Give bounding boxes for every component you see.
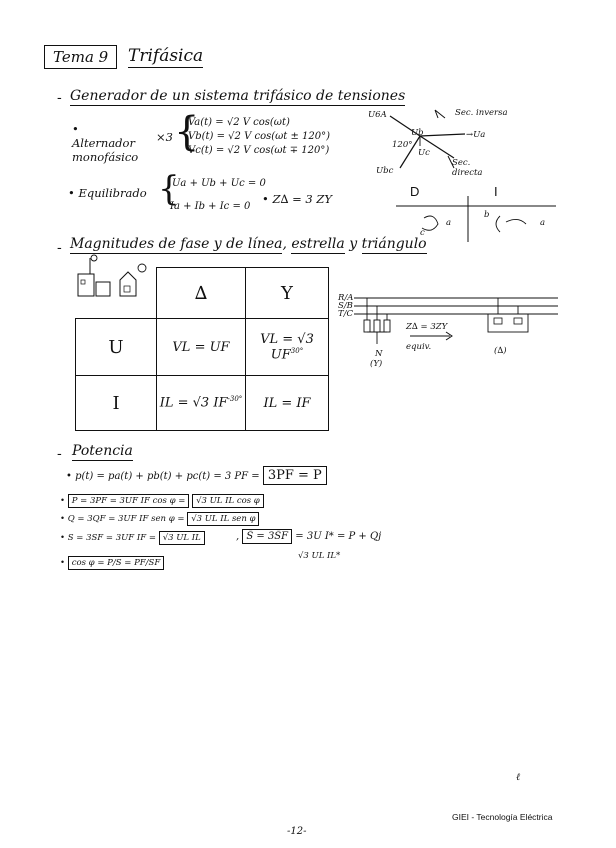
phasor-ubc: Ubc [376, 166, 394, 176]
brace-equil: { [158, 169, 180, 209]
potencia-cos-boxed: cos φ = P/S = PF/SF [68, 556, 165, 570]
generator-title: Generador de un sistema trifásico de tensiones [70, 88, 406, 104]
line-label-s: S/B [338, 301, 353, 311]
row-i-label-text: I [112, 392, 120, 414]
brace-left: { [174, 109, 200, 155]
di-a-left: a [446, 218, 452, 228]
course-footer: GIEI - Tecnología Eléctrica [452, 812, 553, 822]
header-y-text: Y [281, 282, 293, 304]
header-y [246, 268, 329, 319]
line-label-t: T/C [338, 309, 354, 319]
potencia-p: • P = 3PF = 3UF IF cos φ = √3 UL IL cos φ [60, 496, 264, 506]
equiv-label: equiv. [406, 342, 432, 352]
potencia-s-complex-sub: √3 UL IL* [298, 551, 341, 561]
alternador-text: Alternador monofásico [72, 136, 139, 164]
dash-bullet-3: - [57, 446, 62, 462]
dash-bullet-2: - [57, 240, 62, 256]
cell-i-delta-note: -30° [227, 395, 243, 404]
row-v-label [76, 319, 157, 376]
times-three: ×3 [156, 130, 173, 144]
phasor-ua-right-text: Ua [473, 130, 486, 140]
line-labels [338, 294, 353, 318]
line-label-r: R/A [338, 293, 354, 303]
dash-bullet: - [57, 90, 62, 106]
potencia-s: • S = 3SF = 3UF IF = √3 UL IL [60, 533, 205, 543]
header-delta [157, 268, 246, 319]
za-equation: • Z∆ = 3 ZY [262, 192, 332, 206]
equil-eq1: Ua + Ub + Uc = 0 [172, 178, 266, 189]
page-title: Trifásica [128, 46, 204, 66]
cell-v-y-note: 30° [290, 346, 304, 355]
potencia-q: • Q = 3QF = 3UF IF sen φ = √3 UL IL sen φ [60, 514, 259, 524]
delta-label: (∆) [494, 346, 507, 356]
di-b-right: b [484, 210, 490, 220]
stray-mark: ℓ [516, 772, 521, 783]
di-a-right: a [540, 218, 546, 228]
potencia-pt: • p(t) = pa(t) + pb(t) + pc(t) = 3 PF = 3PF = P [66, 468, 327, 483]
seq-inversa: Sec. inversa [455, 108, 508, 118]
potencia-p-text: P = 3PF = 3UF IF cos φ = [68, 494, 190, 508]
cell-i-y: IL = IF [246, 376, 329, 431]
di-c-left: c [420, 228, 425, 238]
potencia-s-text: S = 3SF = 3UF IF = [67, 533, 156, 543]
magnitudes-title-estrella: estrella [291, 236, 345, 252]
table-row-i [76, 376, 329, 431]
potencia-p-boxed: √3 UL IL cos φ [192, 494, 264, 508]
equilibrado-label [68, 186, 147, 200]
magnitudes-title-sep: , [282, 236, 292, 252]
za-equation-text: Z∆ = 3 ZY [272, 192, 332, 206]
potencia-cos: • cos φ = P/S = PF/SF [60, 558, 164, 568]
potencia-q-text: Q = 3QF = 3UF IF sen φ = [67, 514, 185, 524]
table-corner [76, 268, 157, 319]
phasor-uc: Uc [418, 148, 430, 158]
potencia-s-boxed: √3 UL IL [159, 531, 205, 545]
cell-i-delta [157, 376, 246, 431]
equilibrado-text: Equilibrado [78, 186, 147, 200]
table-row-v [76, 319, 329, 376]
magnitudes-title-a: Magnitudes de fase y de línea [70, 236, 283, 252]
equation-list [188, 116, 330, 158]
star-delta-circuit [338, 290, 560, 370]
table-header-row [76, 268, 329, 319]
magnitudes-title [70, 236, 427, 252]
phasor-ua-right: →Ua [466, 130, 486, 140]
equation-vc: Vc(t) = √2 V cos(ωt ∓ 120°) [188, 145, 330, 156]
tema-label: Tema 9 [44, 45, 117, 69]
seq-directa: Sec. directa [452, 158, 483, 178]
i-label: I [494, 184, 498, 199]
phasor-angle: 120° [392, 140, 413, 150]
phasor-ub: Ub [411, 128, 424, 138]
potencia-s-complex-rest: = 3U I* = P + Qj [295, 531, 382, 542]
potencia-pt-boxed: 3PF = P [263, 466, 327, 485]
bullet-dot: • [72, 122, 79, 136]
bullet-dot: • [68, 186, 79, 200]
potencia-pt-text: p(t) = pa(t) + pb(t) + pc(t) = 3 PF = [75, 471, 260, 482]
cell-v-delta: VL = UF [157, 319, 246, 376]
d-label: D [410, 184, 420, 199]
row-i-label [76, 376, 157, 431]
potencia-s-complex-boxed: S̄ = 3S̄F [242, 529, 292, 544]
cell-i-delta-text: IL = √3 IF [159, 395, 228, 411]
zd-label: Z∆ = 3ZY [406, 322, 448, 332]
magnitudes-title-y: y [344, 236, 362, 252]
alternador-label [72, 122, 144, 164]
y-label: (Y) [370, 359, 383, 369]
magnitudes-title-triangulo: triángulo [361, 236, 427, 252]
page-number: -12- [287, 826, 307, 837]
potencia-s-complex: , S̄ = 3S̄F = 3U I* = P + Qj [236, 531, 382, 542]
cell-v-y-text: VL = √3 UF [260, 331, 314, 363]
equation-va: Va(t) = √2 V cos(ωt) [188, 117, 290, 128]
phasor-ua-left: U6A [368, 110, 387, 120]
potencia-title: Potencia [72, 443, 133, 459]
header-delta-text: ∆ [194, 282, 208, 304]
n-label: N [375, 349, 383, 359]
equation-vb: Vb(t) = √2 V cos(ωt ± 120°) [188, 131, 331, 142]
row-v-label-text: U [108, 336, 124, 358]
magnitudes-table [75, 267, 329, 431]
cell-v-y [246, 319, 329, 376]
potencia-q-boxed: √3 UL IL sen φ [187, 512, 259, 526]
equil-eq2: Ia + Ib + Ic = 0 [170, 201, 251, 212]
